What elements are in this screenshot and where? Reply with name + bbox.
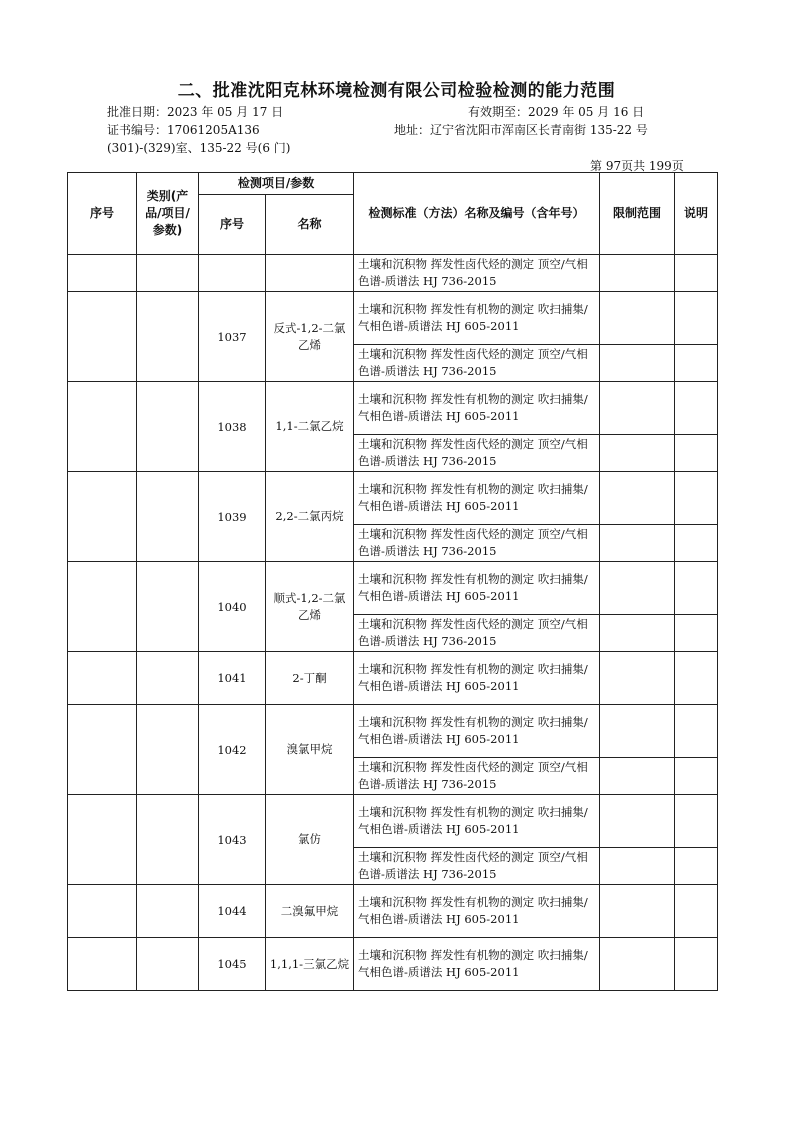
header-standard: 检测标准（方法）名称及编号（含年号）: [354, 173, 600, 255]
standard-cell: 土壤和沉积物 挥发性有机物的测定 吹扫捕集/气相色谱-质谱法 HJ 605-2011: [354, 652, 600, 705]
standard-cell: 土壤和沉积物 挥发性卤代烃的测定 顶空/气相色谱-质谱法 HJ 736-2015: [354, 758, 600, 795]
standard-cell: 土壤和沉积物 挥发性卤代烃的测定 顶空/气相色谱-质谱法 HJ 736-2015: [354, 615, 600, 652]
standard-cell: 土壤和沉积物 挥发性卤代烃的测定 顶空/气相色谱-质谱法 HJ 736-2015: [354, 255, 600, 292]
standard-cell: 土壤和沉积物 挥发性有机物的测定 吹扫捕集/气相色谱-质谱法 HJ 605-2011: [354, 885, 600, 938]
standard-cell: 土壤和沉积物 挥发性有机物的测定 吹扫捕集/气相色谱-质谱法 HJ 605-2011: [354, 292, 600, 345]
standard-cell: 土壤和沉积物 挥发性有机物的测定 吹扫捕集/气相色谱-质谱法 HJ 605-2011: [354, 938, 600, 991]
item-no: 1042: [199, 705, 266, 795]
standard-cell: 土壤和沉积物 挥发性卤代烃的测定 顶空/气相色谱-质谱法 HJ 736-2015: [354, 848, 600, 885]
item-no: 1044: [199, 885, 266, 938]
page-number: 第 97页共 199页: [590, 159, 684, 173]
header-seq: 序号: [68, 173, 137, 255]
header-item-name: 名称: [266, 195, 354, 255]
item-name: 1,1,1-三氯乙烷: [266, 938, 354, 991]
item-no: 1043: [199, 795, 266, 885]
table-row: [68, 705, 718, 758]
item-no: 1040: [199, 562, 266, 652]
standard-cell: 土壤和沉积物 挥发性有机物的测定 吹扫捕集/气相色谱-质谱法 HJ 605-2011: [354, 382, 600, 435]
item-name: 1,1-二氯乙烷: [266, 382, 354, 472]
address-continued: (301)-(329)室、135-22 号(6 门): [107, 141, 291, 155]
item-name: 2,2-二氯丙烷: [266, 472, 354, 562]
item-name: 氯仿: [266, 795, 354, 885]
header-category: 类别(产品/项目/参数): [137, 173, 199, 255]
header-limit: 限制范围: [600, 173, 675, 255]
item-name: 反式-1,2-二氯乙烯: [266, 292, 354, 382]
table-row: [68, 382, 718, 435]
item-name: 二溴氟甲烷: [266, 885, 354, 938]
header-note: 说明: [675, 173, 718, 255]
standard-cell: 土壤和沉积物 挥发性卤代烃的测定 顶空/气相色谱-质谱法 HJ 736-2015: [354, 435, 600, 472]
item-name: 2-丁酮: [266, 652, 354, 705]
table-row: [68, 938, 718, 991]
approval-date: 批准日期：2023 年 05 月 17 日: [107, 105, 284, 119]
standard-cell: 土壤和沉积物 挥发性有机物的测定 吹扫捕集/气相色谱-质谱法 HJ 605-2011: [354, 562, 600, 615]
table-row: [68, 472, 718, 525]
table-row: [68, 885, 718, 938]
table-row: [68, 255, 718, 292]
table-row: [68, 562, 718, 615]
standard-cell: 土壤和沉积物 挥发性有机物的测定 吹扫捕集/气相色谱-质谱法 HJ 605-2011: [354, 795, 600, 848]
item-name: 溴氯甲烷: [266, 705, 354, 795]
standard-cell: 土壤和沉积物 挥发性卤代烃的测定 顶空/气相色谱-质谱法 HJ 736-2015: [354, 525, 600, 562]
item-no: 1038: [199, 382, 266, 472]
standard-cell: 土壤和沉积物 挥发性有机物的测定 吹扫捕集/气相色谱-质谱法 HJ 605-2011: [354, 472, 600, 525]
item-name: 顺式-1,2-二氯乙烯: [266, 562, 354, 652]
standard-cell: 土壤和沉积物 挥发性卤代烃的测定 顶空/气相色谱-质谱法 HJ 736-2015: [354, 345, 600, 382]
header-item-seq: 序号: [199, 195, 266, 255]
standard-cell: 土壤和沉积物 挥发性有机物的测定 吹扫捕集/气相色谱-质谱法 HJ 605-2011: [354, 705, 600, 758]
table-row: [68, 652, 718, 705]
table-row: [68, 292, 718, 345]
item-no: 1041: [199, 652, 266, 705]
header-items-group: 检测项目/参数: [199, 173, 354, 195]
page-title: 二、批准沈阳克林环境检测有限公司检验检测的能力范围: [177, 81, 616, 101]
address: 地址：辽宁省沈阳市浑南区长青南街 135-22 号: [394, 123, 648, 137]
item-no: 1045: [199, 938, 266, 991]
item-no: 1037: [199, 292, 266, 382]
table-row: [68, 795, 718, 848]
valid-until: 有效期至：2029 年 05 月 16 日: [468, 105, 645, 119]
capability-table: [67, 172, 718, 991]
item-no: 1039: [199, 472, 266, 562]
certificate-number: 证书编号：17061205A136: [107, 123, 260, 137]
